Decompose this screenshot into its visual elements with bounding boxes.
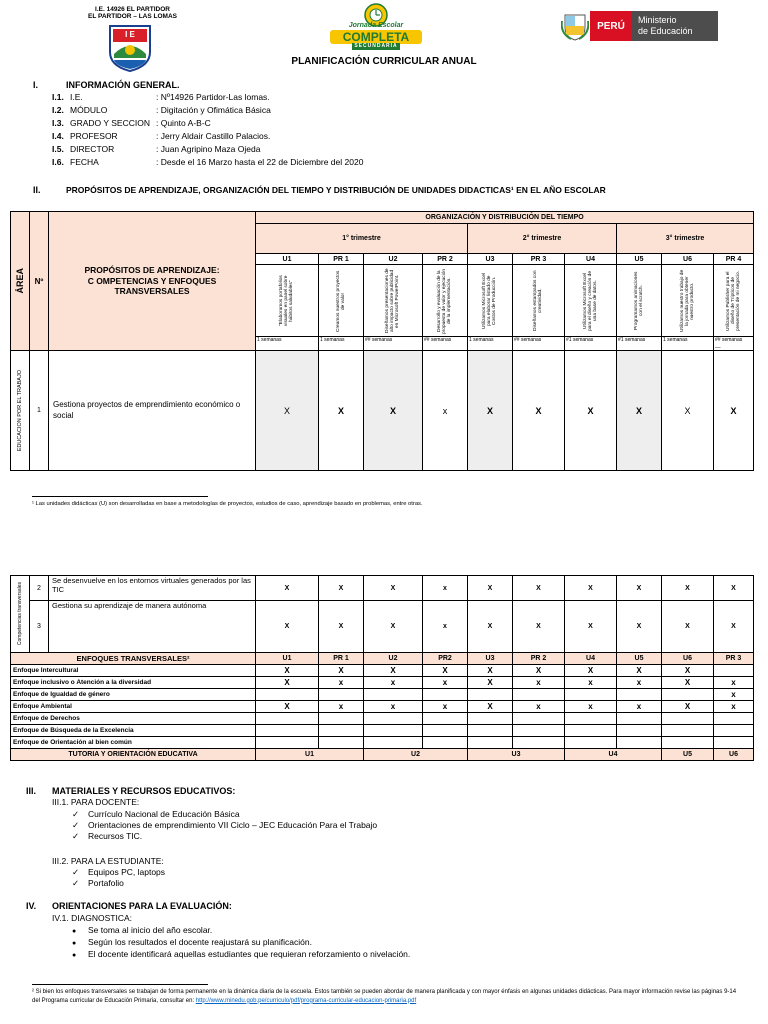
check-icon: ✓ — [72, 831, 80, 841]
unit-code: U5 — [617, 254, 662, 265]
section-1-title: INFORMACIÓN GENERAL. — [66, 80, 180, 90]
tutoria-label: TUTORIA Y ORIENTACIÓN EDUCATIVA — [11, 749, 256, 761]
list-item — [72, 809, 377, 820]
time-organization-header: ORGANIZACIÓN Y DISTRIBUCIÓN DEL TIEMPO — [256, 212, 754, 224]
enfoque-mark — [617, 713, 662, 725]
row-number: 3 — [30, 601, 49, 653]
weeks-text: 1 semanas — [469, 337, 494, 343]
peru-label: PERÚ — [590, 11, 632, 41]
check-icon: ✓ — [72, 820, 80, 830]
mark-cell: X — [617, 576, 662, 601]
tutoria-unit: U3 — [468, 749, 565, 761]
unit-title-cell — [565, 265, 617, 337]
list-item-text: Currículo Nacional de Educación Básica — [88, 809, 240, 819]
enfoque-mark — [319, 713, 364, 725]
unit-title-cell — [423, 265, 468, 337]
school-line-1: I.E. 14926 EL PARTIDOR — [95, 6, 170, 13]
enfoque-unit-code: U6 — [662, 653, 714, 665]
enfoque-mark: x — [714, 689, 754, 701]
info-row — [52, 105, 452, 118]
unit-weeks — [364, 337, 423, 351]
mark-cell: X — [662, 601, 714, 653]
purposes-header: PROPÓSITOS DE APRENDIZAJE: C OMPETENCIAS Y ENFOQUES TRANSVERSALES — [49, 212, 256, 351]
unit-title: Creamos nuestros proyectos de valor — [335, 269, 346, 332]
section-2-number: II. — [33, 185, 41, 195]
enfoque-mark: X — [423, 665, 468, 677]
enfoque-mark — [513, 689, 565, 701]
area-header: ÁREA — [11, 212, 30, 351]
tutoria-unit: U6 — [714, 749, 754, 761]
unit-title: Utilizamos Publisher para el diseño de Trípticos de presentación de mi negocio. — [725, 270, 742, 331]
enfoque-mark — [617, 737, 662, 749]
info-code: I.1. — [52, 92, 64, 102]
unit-title: Utilizamos Microsoft Excel para elaborar listado de Costos de Producción. — [482, 272, 498, 329]
mark-cell: X — [662, 576, 714, 601]
jornada-main-text: COMPLETA — [342, 30, 410, 44]
info-label: DIRECTOR — [70, 144, 115, 154]
enfoque-mark — [714, 725, 754, 737]
enfoque-mark — [662, 713, 714, 725]
tutoria-unit: U1 — [256, 749, 364, 761]
unit-code: PR 1 — [319, 254, 364, 265]
unit-title-cell — [256, 265, 319, 337]
section-3-title: MATERIALES Y RECURSOS EDUCATIVOS: — [52, 786, 236, 796]
weeks-text: ## semanas — [424, 337, 452, 343]
enfoque-name: Enfoque Ambiental — [11, 701, 256, 713]
mark-cell: X — [513, 351, 565, 471]
footnote-2 — [32, 988, 738, 1005]
enfoque-mark: X — [662, 701, 714, 713]
enfoque-mark — [423, 713, 468, 725]
list-item-text: Portafolio — [88, 878, 124, 888]
ministerio-line-1: Ministerio — [638, 15, 677, 25]
teacher-resources-list — [72, 809, 377, 842]
enfoque-mark: X — [256, 665, 319, 677]
mark-cell: X — [513, 576, 565, 601]
list-item — [72, 949, 410, 961]
info-row — [52, 157, 452, 170]
unit-code: U6 — [662, 254, 714, 265]
unit-title-cell — [319, 265, 364, 337]
info-code: I.4. — [52, 131, 64, 141]
check-icon: ✓ — [72, 809, 80, 819]
enfoque-mark — [617, 689, 662, 701]
enfoque-name: Enfoque de Orientación al bien común — [11, 737, 256, 749]
unit-code: U1 — [256, 254, 319, 265]
student-resources-list — [72, 867, 165, 889]
page-title: PLANIFICACIÓN CURRICULAR ANUAL — [291, 56, 477, 67]
row-number: 1 — [30, 351, 49, 471]
mark-cell: X — [662, 351, 714, 471]
section-3-sub-1: III.1. PARA DOCENTE: — [52, 797, 140, 807]
info-label: PROFESOR — [70, 131, 118, 141]
enfoque-mark: x — [364, 701, 423, 713]
enfoque-mark — [565, 689, 617, 701]
enfoques-header: ENFOQUES TRANSVERSALES² — [11, 653, 256, 665]
enfoques-header-row — [11, 653, 754, 665]
list-item-text: Orientaciones de emprendimiento VII Ciclo – JEC Educación Para el Trabajo — [88, 820, 378, 830]
enfoque-row — [11, 737, 754, 749]
enfoque-mark: x — [319, 677, 364, 689]
enfoque-mark: X — [256, 701, 319, 713]
enfoque-mark — [714, 713, 754, 725]
unit-code: PR 3 — [513, 254, 565, 265]
unit-weeks — [468, 337, 513, 351]
row-number: 2 — [30, 576, 49, 601]
mark-cell: X — [565, 601, 617, 653]
tutoria-unit: U4 — [565, 749, 662, 761]
mark-cell: X — [468, 351, 513, 471]
mark-cell: X — [319, 576, 364, 601]
number-header: Nº — [30, 212, 49, 351]
school-name — [70, 6, 195, 21]
area-name-cell — [11, 576, 30, 653]
enfoque-mark — [256, 725, 319, 737]
list-item — [72, 937, 410, 949]
enfoque-mark — [513, 713, 565, 725]
ministerio-line-2: de Educación — [638, 26, 693, 36]
unit-weeks — [423, 337, 468, 351]
tutoria-unit: U5 — [662, 749, 714, 761]
enfoque-mark — [256, 713, 319, 725]
unit-title-cell — [364, 265, 423, 337]
info-row — [52, 118, 452, 131]
peru-coat-of-arms-icon — [560, 9, 590, 43]
enfoque-mark: X — [617, 665, 662, 677]
list-item — [72, 867, 165, 878]
weeks-extra: __ — [715, 343, 721, 349]
trimester-3-header: 3° trimestre — [617, 224, 754, 254]
info-value: : Quinto A-B-C — [156, 118, 211, 128]
info-value: : Nº14926 Partidor-Las lomas. — [156, 92, 270, 102]
enfoque-mark — [662, 737, 714, 749]
enfoque-row — [11, 689, 754, 701]
info-row — [52, 92, 452, 105]
trimester-1-header: 1° trimestre — [256, 224, 468, 254]
enfoque-mark — [423, 737, 468, 749]
weeks-text: #1 semanas — [618, 337, 646, 343]
mark-cell: X — [565, 576, 617, 601]
enfoque-mark: X — [662, 677, 714, 689]
weeks-text: 1 semanas — [257, 337, 282, 343]
enfoque-mark: X — [468, 665, 513, 677]
unit-title: Utilizamos Microsoft Excel para el diseño y creación de una base de datos. — [582, 270, 599, 331]
enfoque-mark: X — [364, 665, 423, 677]
info-label: MÓDULO — [70, 105, 108, 115]
enfoque-mark — [256, 737, 319, 749]
weeks-text: #1 semanas — [566, 337, 594, 343]
learning-purposes-table — [10, 211, 754, 471]
unit-code: U2 — [364, 254, 423, 265]
enfoque-mark: x — [714, 677, 754, 689]
enfoque-mark — [364, 713, 423, 725]
table-row — [11, 351, 754, 471]
unit-code: U4 — [565, 254, 617, 265]
unit-weeks — [256, 337, 319, 351]
enfoque-mark: x — [513, 701, 565, 713]
enfoque-name: Enfoque de Igualdad de género — [11, 689, 256, 701]
mark-cell: X — [617, 601, 662, 653]
enfoque-unit-code: PR 1 — [319, 653, 364, 665]
mark-cell: X — [513, 601, 565, 653]
area-name-cell: EDUCACION POR EL TRABAJO — [11, 351, 30, 471]
unit-weeks — [714, 337, 754, 351]
info-code: I.5. — [52, 144, 64, 154]
unit-code: U3 — [468, 254, 513, 265]
enfoque-mark: x — [617, 701, 662, 713]
enfoque-row — [11, 725, 754, 737]
enfoque-mark: X — [662, 665, 714, 677]
info-label: I.E. — [70, 92, 83, 102]
section-2-title: PROPÓSITOS DE APRENDIZAJE, ORGANIZACIÓN DEL TIEMPO Y DISTRIBUCIÓN DE UNIDADES DIDACTICAS¹ EN EL AÑO ESCOLAR — [66, 185, 606, 195]
enfoque-mark: x — [565, 677, 617, 689]
enfoque-unit-code: U3 — [468, 653, 513, 665]
list-item-text: Equipos PC, laptops — [88, 867, 166, 877]
mark-cell: X — [565, 351, 617, 471]
mark-cell: X — [714, 576, 754, 601]
enfoque-mark — [364, 725, 423, 737]
enfoque-mark — [468, 737, 513, 749]
check-icon: ✓ — [72, 867, 80, 877]
footnote-1: ¹ Las unidades didácticas (U) son desarrolladas en base a metodologías de proyectos, estudios de caso, aprendizaje basado en problemas, entre otras. — [32, 501, 423, 507]
competence-text: Gestiona proyectos de emprendimiento económico o social — [49, 351, 256, 471]
enfoque-mark — [565, 725, 617, 737]
enfoque-mark: x — [319, 701, 364, 713]
enfoque-mark — [513, 737, 565, 749]
enfoque-unit-code: PR 3 — [714, 653, 754, 665]
mark-cell: X — [319, 601, 364, 653]
mark-cell: x — [423, 601, 468, 653]
footnote-2-text: ² Si bien los enfoques transversales se trabajan de forma permanente en la dinámica diaria de la escuela. Estos también se pueden abordar de manera planificada y con mayor énfasis en algunas unidades didácticas. Para mayor información revise las páginas 9-14 del Programa curricular de Educación Primaria, consultar en: — [32, 989, 737, 1004]
unit-code: PR 4 — [714, 254, 754, 265]
list-item-text: Se toma al inicio del año escolar. — [88, 925, 213, 935]
info-code: I.2. — [52, 105, 64, 115]
bullet-icon: ● — [72, 928, 77, 935]
competence-text: Gestiona su aprendizaje de manera autónoma — [49, 601, 256, 653]
unit-title-cell — [513, 265, 565, 337]
info-value: : Jerry Aldair Castillo Palacios. — [156, 131, 271, 141]
school-line-2: EL PARTIDOR – LAS LOMAS — [88, 13, 177, 21]
enfoque-unit-code: U1 — [256, 653, 319, 665]
mark-cell: X — [468, 601, 513, 653]
enfoque-mark — [714, 737, 754, 749]
jornada-top-text: Jornada Escolar — [348, 22, 404, 29]
enfoque-mark: X — [319, 665, 364, 677]
enfoque-unit-code: PR2 — [423, 653, 468, 665]
list-item — [72, 831, 377, 842]
info-code: I.6. — [52, 157, 64, 167]
table-row — [11, 601, 754, 653]
unit-weeks — [565, 337, 617, 351]
enfoque-mark: X — [468, 677, 513, 689]
mark-cell: X — [256, 576, 319, 601]
unit-code: PR 2 — [423, 254, 468, 265]
enfoque-mark — [565, 713, 617, 725]
shield-letters: I E — [125, 30, 135, 39]
section-1-number: I. — [33, 80, 39, 90]
unit-title-cell — [617, 265, 662, 337]
section-4-title: ORIENTACIONES PARA LA EVALUACIÓN: — [52, 901, 232, 911]
weeks-text: ## semanas — [715, 337, 743, 343]
unit-title-cell — [662, 265, 714, 337]
section-4-number: IV. — [26, 901, 37, 911]
list-item — [72, 925, 410, 937]
enfoque-mark — [617, 725, 662, 737]
enfoque-mark — [319, 689, 364, 701]
unit-weeks — [319, 337, 364, 351]
enfoque-unit-code: U5 — [617, 653, 662, 665]
enfoque-mark — [468, 725, 513, 737]
unit-title: Diseñamos presentaciones de alto impacto sobre publicidad en Microsoft PowerPoint. — [385, 268, 401, 333]
section-3-number: III. — [26, 786, 37, 796]
minedu-logo — [560, 8, 722, 44]
info-row — [52, 131, 452, 144]
enfoque-mark — [714, 665, 754, 677]
enfoque-name: Enfoque Intercultural — [11, 665, 256, 677]
enfoque-mark — [468, 713, 513, 725]
enfoque-mark: X — [513, 665, 565, 677]
competence-text: Se desenvuelve en los entornos virtuales generados por las TIC — [49, 576, 256, 601]
weeks-text: 1 semanas — [320, 337, 345, 343]
mark-cell: x — [423, 351, 468, 471]
weeks-text: ## semanas — [365, 337, 393, 343]
enfoque-mark — [468, 689, 513, 701]
info-value: : Desde el 16 Marzo hasta el 22 de Diciembre del 2020 — [156, 157, 364, 167]
enfoque-mark — [423, 689, 468, 701]
info-value: : Juan Agripino Maza Ojeda — [156, 144, 261, 154]
unit-title-cell — [468, 265, 513, 337]
list-item — [72, 878, 165, 889]
footnote-2-divider — [32, 984, 208, 985]
info-label: GRADO Y SECCION — [70, 118, 150, 128]
section-4-sub-1: IV.1. DIAGNOSTICA: — [52, 913, 132, 923]
table-row — [11, 576, 754, 601]
area-name: Competencias transversales — [17, 582, 23, 646]
curriculum-link[interactable]: http://www.minedu.gob.pe/curriculo/pdf/programa-curricular-educacion-primaria.pdf — [195, 997, 417, 1004]
enfoque-mark — [256, 689, 319, 701]
unit-title-cell — [714, 265, 754, 337]
mark-cell: X — [617, 351, 662, 471]
info-label: FECHA — [70, 157, 99, 167]
weeks-text: ## semanas — [514, 337, 542, 343]
unit-title: Diseñamos estampados con creatividad. — [533, 270, 544, 331]
enfoque-unit-code: U2 — [364, 653, 423, 665]
enfoque-mark — [423, 725, 468, 737]
list-item — [72, 820, 377, 831]
bullet-icon: ● — [72, 952, 77, 959]
enfoque-row — [11, 701, 754, 713]
mark-cell: X — [714, 601, 754, 653]
enfoque-mark: x — [423, 701, 468, 713]
enfoque-mark — [662, 725, 714, 737]
mark-cell: X — [256, 351, 319, 471]
unit-title: Desarrollo y evaluación de la propuesta de valor y ejecución de la implementación. — [437, 267, 453, 334]
unit-weeks — [662, 337, 714, 351]
mark-cell: x — [423, 576, 468, 601]
info-value: : Digitación y Ofimática Básica — [156, 105, 271, 115]
jornada-bottom-text: SECUNDARIA — [354, 43, 398, 49]
unit-title: Programamos animaciones con el scratch. — [633, 271, 644, 330]
mark-cell: X — [364, 351, 423, 471]
weeks-text: 1 semanas — [663, 337, 688, 343]
check-icon: ✓ — [72, 878, 80, 888]
footnote-1-divider — [32, 496, 208, 497]
enfoque-mark: x — [423, 677, 468, 689]
trimester-2-header: 2° trimestre — [468, 224, 617, 254]
tutoria-row — [11, 749, 754, 761]
mark-cell: X — [364, 576, 423, 601]
list-item-text: Según los resultados el docente reajustará su planificación. — [88, 937, 312, 947]
transversal-table — [10, 575, 754, 761]
unit-weeks — [513, 337, 565, 351]
enfoque-row — [11, 665, 754, 677]
mark-cell: X — [468, 576, 513, 601]
enfoque-mark — [364, 689, 423, 701]
enfoque-name: Enfoque de Derechos — [11, 713, 256, 725]
enfoque-mark: x — [565, 701, 617, 713]
enfoque-mark — [319, 737, 364, 749]
enfoque-mark — [364, 737, 423, 749]
unit-weeks — [617, 337, 662, 351]
enfoque-mark — [513, 725, 565, 737]
info-row — [52, 144, 452, 157]
unit-title: Utilizamos nuestro trabajo de la jornada para obtener nuestro producto. — [679, 269, 696, 332]
mark-cell: X — [256, 601, 319, 653]
enfoque-unit-code: PR 2 — [513, 653, 565, 665]
section-3-sub-2: III.2. PARA LA ESTUDIANTE: — [52, 856, 164, 866]
mark-cell: X — [714, 351, 754, 471]
enfoque-mark: x — [513, 677, 565, 689]
enfoque-mark: x — [364, 677, 423, 689]
ministerio-label — [632, 11, 718, 41]
mark-cell: X — [319, 351, 364, 471]
enfoque-name: Enfoque de Búsqueda de la Excelencia — [11, 725, 256, 737]
enfoque-mark — [662, 689, 714, 701]
enfoque-row — [11, 713, 754, 725]
enfoque-mark — [565, 737, 617, 749]
mark-cell: X — [364, 601, 423, 653]
enfoque-unit-code: U4 — [565, 653, 617, 665]
evaluation-list — [72, 925, 410, 961]
jornada-escolar-logo — [312, 2, 440, 50]
enfoque-mark: x — [714, 701, 754, 713]
enfoque-mark — [319, 725, 364, 737]
tutoria-unit: U2 — [364, 749, 468, 761]
unit-title: "Elaboramos portafolios visuales en panel sobre hábitos saludables" — [279, 275, 295, 326]
enfoque-mark: X — [565, 665, 617, 677]
enfoque-row — [11, 677, 754, 689]
enfoque-mark: X — [256, 677, 319, 689]
info-code: I.3. — [52, 118, 64, 128]
list-item-text: Recursos TIC. — [88, 831, 143, 841]
list-item-text: El docente identificará aquellas estudiantes que requieran reforzamiento o nivelación. — [88, 949, 411, 959]
enfoque-mark: X — [468, 701, 513, 713]
enfoque-name: Enfoque inclusivo o Atención a la diversidad — [11, 677, 256, 689]
enfoque-mark: x — [617, 677, 662, 689]
bullet-icon: ● — [72, 940, 77, 947]
